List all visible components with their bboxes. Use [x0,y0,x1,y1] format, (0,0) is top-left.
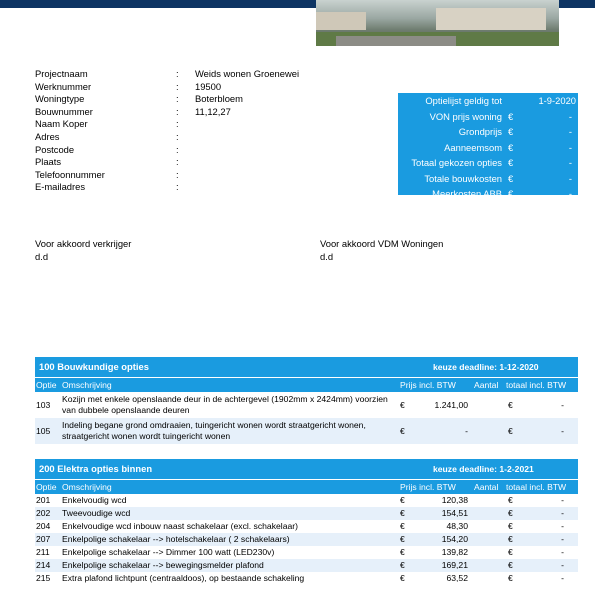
quantity-input[interactable] [474,521,502,532]
summary-label: Optielijst geldig tot [425,95,502,106]
section-bouwkundige-opties [35,357,578,444]
option-price: 120,38 [441,495,468,505]
summary-label: Totaal gekozen opties [411,157,502,168]
option-price: 1.241,00 [434,400,468,410]
info-colon: : [176,93,179,105]
option-number: 103 [36,400,51,410]
buyer-signature [35,237,131,263]
total-currency: € [508,508,513,518]
total-currency: € [508,573,513,583]
summary-row [398,124,578,140]
option-description: Extra plafond lichtpunt (centraaldoos), op bestaande schakeling [62,573,305,583]
summary-currency: € [508,110,514,122]
option-number: 215 [36,573,51,583]
option-description: Indeling begane grond omdraaien, tuingericht wonen wordt straatgericht wonen, straatgericht wonen wordt tuingericht wonen [62,420,366,441]
option-total: - [561,495,564,505]
summary-value: - [568,157,572,168]
section-deadline [433,357,539,377]
option-total: - [561,560,564,570]
section-header [35,357,578,377]
price-summary-box [398,93,578,199]
col-total: totaal incl. BTW [506,380,567,390]
option-number: 201 [36,495,51,505]
info-label: Plaats [35,156,62,168]
col-price: Prijs incl. BTW [400,482,456,492]
col-opt: Optie [36,380,57,390]
option-price: 154,51 [441,508,468,518]
info-label: Bouwnummer [35,105,93,117]
quantity-input[interactable] [474,560,502,571]
info-colon: : [176,156,179,168]
summary-row [398,109,578,125]
option-total: - [561,426,564,436]
summary-value: - [568,141,572,153]
deadline-label: keuze deadline: [433,464,497,474]
col-desc: Omschrijving [62,380,112,390]
price-currency: € [400,508,405,518]
info-colon: : [176,168,179,180]
summary-row [398,93,578,109]
info-label: Woningtype [35,93,85,105]
table-row [35,520,578,533]
project-photo [316,0,559,46]
summary-currency: € [508,188,514,199]
table-row [35,572,578,585]
info-value: 19500 [195,80,222,92]
info-colon: : [176,118,179,130]
buyer-signature-date: d.d [35,251,49,262]
info-colon: : [176,130,179,142]
quantity-input[interactable] [474,495,502,506]
summary-row [398,155,578,171]
option-description: Enkelpolige schakelaar --> Dimmer 100 watt (LED230v) [62,547,275,557]
info-colon: : [176,181,179,193]
table-row [35,507,578,520]
option-total: - [561,547,564,557]
table-row [35,533,578,546]
quantity-input[interactable] [474,534,502,545]
option-number: 202 [36,508,51,518]
info-colon: : [176,105,179,117]
option-description: Kozijn met enkele openslaande deur in de achtergevel (1902mm x 2424mm) voorzien van dubbele openslaande deuren [62,394,388,415]
vdm-signature-label: Voor akkoord VDM Woningen [320,238,444,249]
option-total: - [561,534,564,544]
section-header [35,459,578,479]
table-row [35,392,578,418]
price-currency: € [400,560,405,570]
option-number: 214 [36,560,51,570]
summary-row [398,171,578,187]
option-total: - [561,573,564,583]
quantity-input[interactable] [474,573,502,584]
quantity-input[interactable] [474,426,502,437]
table-row [35,418,578,444]
price-currency: € [400,547,405,557]
column-header [35,479,578,494]
column-header [35,377,578,392]
quantity-input[interactable] [474,508,502,519]
option-total: - [561,400,564,410]
info-colon: : [176,68,179,79]
info-label: Werknummer [35,80,92,92]
price-currency: € [400,426,405,436]
quantity-input[interactable] [474,400,502,411]
price-currency: € [400,521,405,531]
info-value: Weids wonen Groenewei [195,68,300,79]
vdm-signature [320,237,443,263]
col-opt: Optie [36,482,57,492]
info-label: Adres [35,130,60,142]
option-price: 48,30 [446,521,468,531]
total-currency: € [508,400,513,410]
deadline-label: keuze deadline: [433,362,497,372]
deadline-value: 1-2-2021 [499,464,534,474]
info-label: Telefoonnummer [35,168,105,180]
info-value: 11,12,27 [195,105,231,117]
option-description: Tweevoudige wcd [62,508,131,518]
summary-value: - [568,110,572,122]
option-total: - [561,508,564,518]
option-description: Enkelpolige schakelaar --> hotelschakelaar ( 2 schakelaars) [62,534,290,544]
table-row [35,559,578,572]
summary-label: Totale bouwkosten [424,172,502,184]
total-currency: € [508,534,513,544]
option-price: 139,82 [441,547,468,557]
col-desc: Omschrijving [62,482,112,492]
info-label: E-mailadres [35,181,86,193]
total-currency: € [508,521,513,531]
option-description: Enkelvoudige wcd inbouw naast schakelaar (excl. schakelaar) [62,521,298,531]
price-currency: € [400,495,405,505]
summary-currency: € [508,126,514,137]
option-price: - [465,426,468,436]
info-label: Postcode [35,143,75,155]
summary-label: Meerkosten ABB [432,188,502,199]
info-label: Projectnaam [35,68,88,79]
summary-value: - [568,188,572,199]
info-colon: : [176,80,179,92]
option-number: 207 [36,534,51,544]
info-label: Naam Koper [35,118,88,130]
col-count: Aantal [474,482,499,492]
summary-label: Grondprijs [458,126,502,137]
total-currency: € [508,426,513,436]
summary-label: Aanneemsom [444,141,502,153]
summary-currency: € [508,172,514,184]
option-number: 211 [36,547,50,557]
col-total: totaal incl. BTW [506,482,567,492]
summary-currency: € [508,157,514,168]
price-currency: € [400,534,405,544]
option-total: - [561,521,564,531]
total-currency: € [508,495,513,505]
buyer-signature-label: Voor akkoord verkrijger [35,238,132,249]
option-price: 154,20 [441,534,468,544]
summary-value: 1-9-2020 [538,95,576,106]
option-price: 169,21 [441,560,468,570]
summary-value: - [568,172,572,184]
deadline-value: 1-12-2020 [499,362,539,372]
table-row [35,494,578,507]
summary-value: - [568,126,572,137]
vdm-signature-date: d.d [320,251,334,262]
quantity-input[interactable] [474,547,502,558]
option-number: 105 [36,426,51,436]
option-description: Enkelpolige schakelaar --> bewegingsmelder plafond [62,560,264,570]
total-currency: € [508,560,513,570]
summary-row [398,186,578,202]
col-price: Prijs incl. BTW [400,380,456,390]
summary-currency: € [508,141,514,153]
section-elektra-opties-binnen [35,459,578,585]
section-title: 200 Elektra opties binnen [39,463,153,474]
section-title: 100 Bouwkundige opties [39,361,149,372]
price-currency: € [400,573,405,583]
summary-label: VON prijs woning [429,110,502,122]
option-price: 63,52 [446,573,468,583]
summary-row [398,140,578,156]
section-deadline [433,459,534,479]
info-colon: : [176,143,179,155]
option-number: 204 [36,521,51,531]
price-currency: € [400,400,405,410]
table-row [35,546,578,559]
info-value: Boterbloem [195,93,243,105]
option-description: Enkelvoudig wcd [62,495,127,505]
total-currency: € [508,547,513,557]
col-count: Aantal [474,380,499,390]
